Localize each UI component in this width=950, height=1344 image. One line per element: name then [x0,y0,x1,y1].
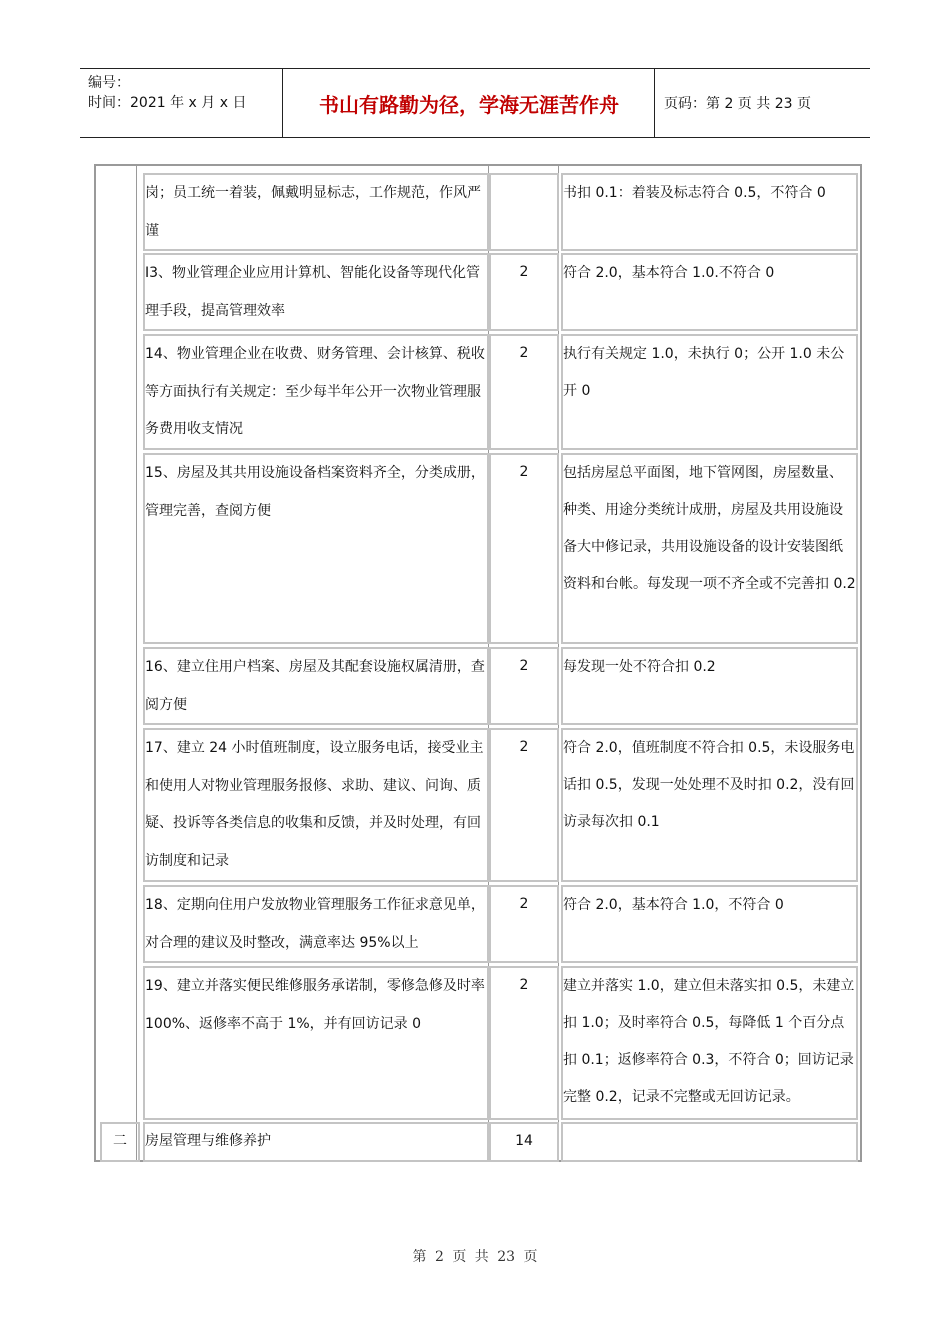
criteria-cell: 符合 2.0，基本符合 1.0，不符合 0 [561,885,858,963]
requirement-cell: 15、房屋及其共用设施设备档案资料齐全，分类成册，管理完善，查阅方便 [143,453,489,644]
header-motto: 书山有路勤为径，学海无涯苦作舟 [319,92,619,117]
date-label: 时间：2021 年 x 月 x 日 [88,95,247,111]
requirement-cell: I3、物业管理企业应用计算机、智能化设备等现代化管理手段，提高管理效率 [143,253,489,331]
section-criteria-cell [561,1122,858,1162]
criteria-cell: 执行有关规定 1.0，未执行 0；公开 1.0 未公开 0 [561,334,858,450]
scoring-table [94,164,862,1162]
requirement-cell: 岗；员工统一着装，佩戴明显标志，工作规范，作风严谨 [143,173,489,251]
footer-text: 页 [452,1249,467,1265]
score-cell [489,173,559,251]
criteria-cell: 包括房屋总平面图，地下管网图，房屋数量、种类、用途分类统计成册，房屋及共用设施设备大中修记录，共用设施设备的设计安装图纸资料和台帐。每发现一项不齐全或不完善扣 0.2 [561,453,858,644]
header-left [88,73,288,113]
section-title-cell: 房屋管理与维修养护 [143,1122,489,1162]
doc-number-label: 编号： [88,75,130,91]
score-cell: 2 [489,334,559,450]
requirement-cell: 16、建立住用户档案、房屋及其配套设施权属清册，查阅方便 [143,647,489,725]
criteria-cell: 符合 2.0，值班制度不符合扣 0.5，未设服务电话扣 0.5，发现一处处理不及时扣 0.2，没有回访录每次扣 0.1 [561,728,858,882]
score-cell: 2 [489,966,559,1120]
section-score-cell: 14 [489,1122,559,1162]
header-page-info: 页码：第 2 页 共 23 页 [664,96,811,112]
section-number-cell: 二 [100,1122,140,1162]
score-cell: 2 [489,647,559,725]
requirement-cell: 14、物业管理企业在收费、财务管理、会计核算、税收等方面执行有关规定：至少每半年公开一次物业管理服务费用收支情况 [143,334,489,450]
score-cell: 2 [489,885,559,963]
score-cell: 2 [489,253,559,331]
criteria-cell: 符合 2.0，基本符合 1.0.不符合 0 [561,253,858,331]
criteria-cell: 书扣 0.1：着装及标志符合 0.5，不符合 0 [561,173,858,251]
header-divider-right [654,69,655,137]
requirement-cell: 17、建立 24 小时值班制度，设立服务电话，接受业主和使用人对物业管理服务报修、求助、建议、问询、质疑、投诉等各类信息的收集和反馈，并及时处理，有回访制度和记录 [143,728,489,882]
score-cell: 2 [489,453,559,644]
criteria-cell: 每发现一处不符合扣 0.2 [561,647,858,725]
footer-page-number: 2 [434,1249,444,1265]
requirement-cell: 18、定期向住用户发放物业管理服务工作征求意见单，对合理的建议及时整改，满意率达 95%以上 [143,885,489,963]
criteria-cell: 建立并落实 1.0，建立但未落实扣 0.5，未建立扣 1.0；及时率符合 0.5，每降低 1 个百分点扣 0.1；返修率符合 0.3，不符合 0；回访记录完整 0.2，记录不完整或无回访记录。 [561,966,858,1120]
page-header [80,68,870,138]
page-footer [0,1246,950,1266]
requirement-cell: 19、建立并落实便民维修服务承诺制，零修急修及时率 100%、返修率不高于 1%，并有回访记录 0 [143,966,489,1120]
column-divider-1 [136,166,137,1160]
footer-text: 第 [412,1249,427,1265]
footer-total-pages: 23 [497,1249,516,1265]
score-cell: 2 [489,728,559,882]
footer-text: 页 [523,1249,538,1265]
footer-text: 共 [474,1249,489,1265]
